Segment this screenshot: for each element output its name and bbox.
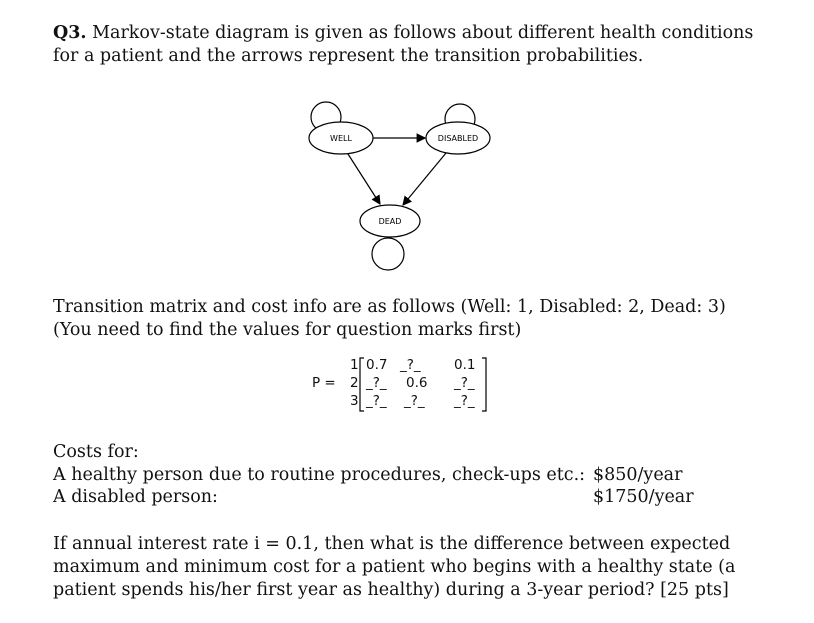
- matrix-cell: _?_: [454, 393, 475, 409]
- question-text: [53, 22, 773, 68]
- matrix-cell: _?_: [366, 393, 387, 409]
- question-line-2: for a patient and the arrows represent the transition probabilities.: [53, 46, 644, 66]
- cost-label-disabled: A disabled person:: [53, 487, 218, 507]
- question-line-1-text: Markov-state diagram is given as follows about different health conditions: [92, 23, 754, 43]
- matrix-cell: _?_: [454, 375, 475, 391]
- final-question: [53, 533, 773, 602]
- final-question-line-2: maximum and minimum cost for a patient who begins with a healthy state (a: [53, 557, 736, 577]
- matrix-row-label-2: 2: [350, 375, 359, 391]
- cost-value-healthy: $850/year: [593, 465, 683, 485]
- dead-self-loop: [372, 238, 404, 270]
- question-number: Q3.: [53, 23, 87, 43]
- matrix-row-label-1: 1: [350, 357, 359, 373]
- transition-info-line-1: Transition matrix and cost info are as follows (Well: 1, Disabled: 2, Dead: 3): [53, 297, 726, 317]
- matrix-cell: _?_: [400, 357, 421, 373]
- state-disabled-label: DISABLED: [437, 134, 479, 143]
- markov-state-diagram: [300, 96, 500, 278]
- matrix-cell: _?_: [366, 375, 387, 391]
- transition-info: [53, 296, 773, 342]
- matrix-cell: 0.6: [406, 375, 428, 391]
- state-well-label: WELL: [330, 134, 352, 143]
- state-dead-label: DEAD: [378, 217, 402, 226]
- final-question-line-1: If annual interest rate i = 0.1, then what is the difference between expected: [53, 534, 731, 554]
- arrow-well-to-dead: [348, 154, 380, 204]
- arrow-disabled-to-dead: [403, 153, 446, 205]
- cost-label-healthy: A healthy person due to routine procedures, check-ups etc.:: [53, 465, 586, 485]
- question-line-1: [53, 22, 773, 45]
- matrix-lhs: P =: [312, 375, 336, 391]
- matrix-cell: 0.1: [454, 357, 476, 373]
- cost-value-disabled: $1750/year: [593, 487, 694, 507]
- final-question-line-3: patient spends his/her first year as healthy) during a 3-year period? [25 pts]: [53, 580, 729, 600]
- costs-heading: Costs for:: [53, 442, 139, 462]
- transition-matrix: [312, 355, 512, 415]
- transition-info-line-2: (You need to find the values for question marks first): [53, 320, 522, 340]
- matrix-row-label-3: 3: [350, 393, 359, 409]
- matrix-cell: _?_: [404, 393, 425, 409]
- matrix-cell: 0.7: [366, 357, 388, 373]
